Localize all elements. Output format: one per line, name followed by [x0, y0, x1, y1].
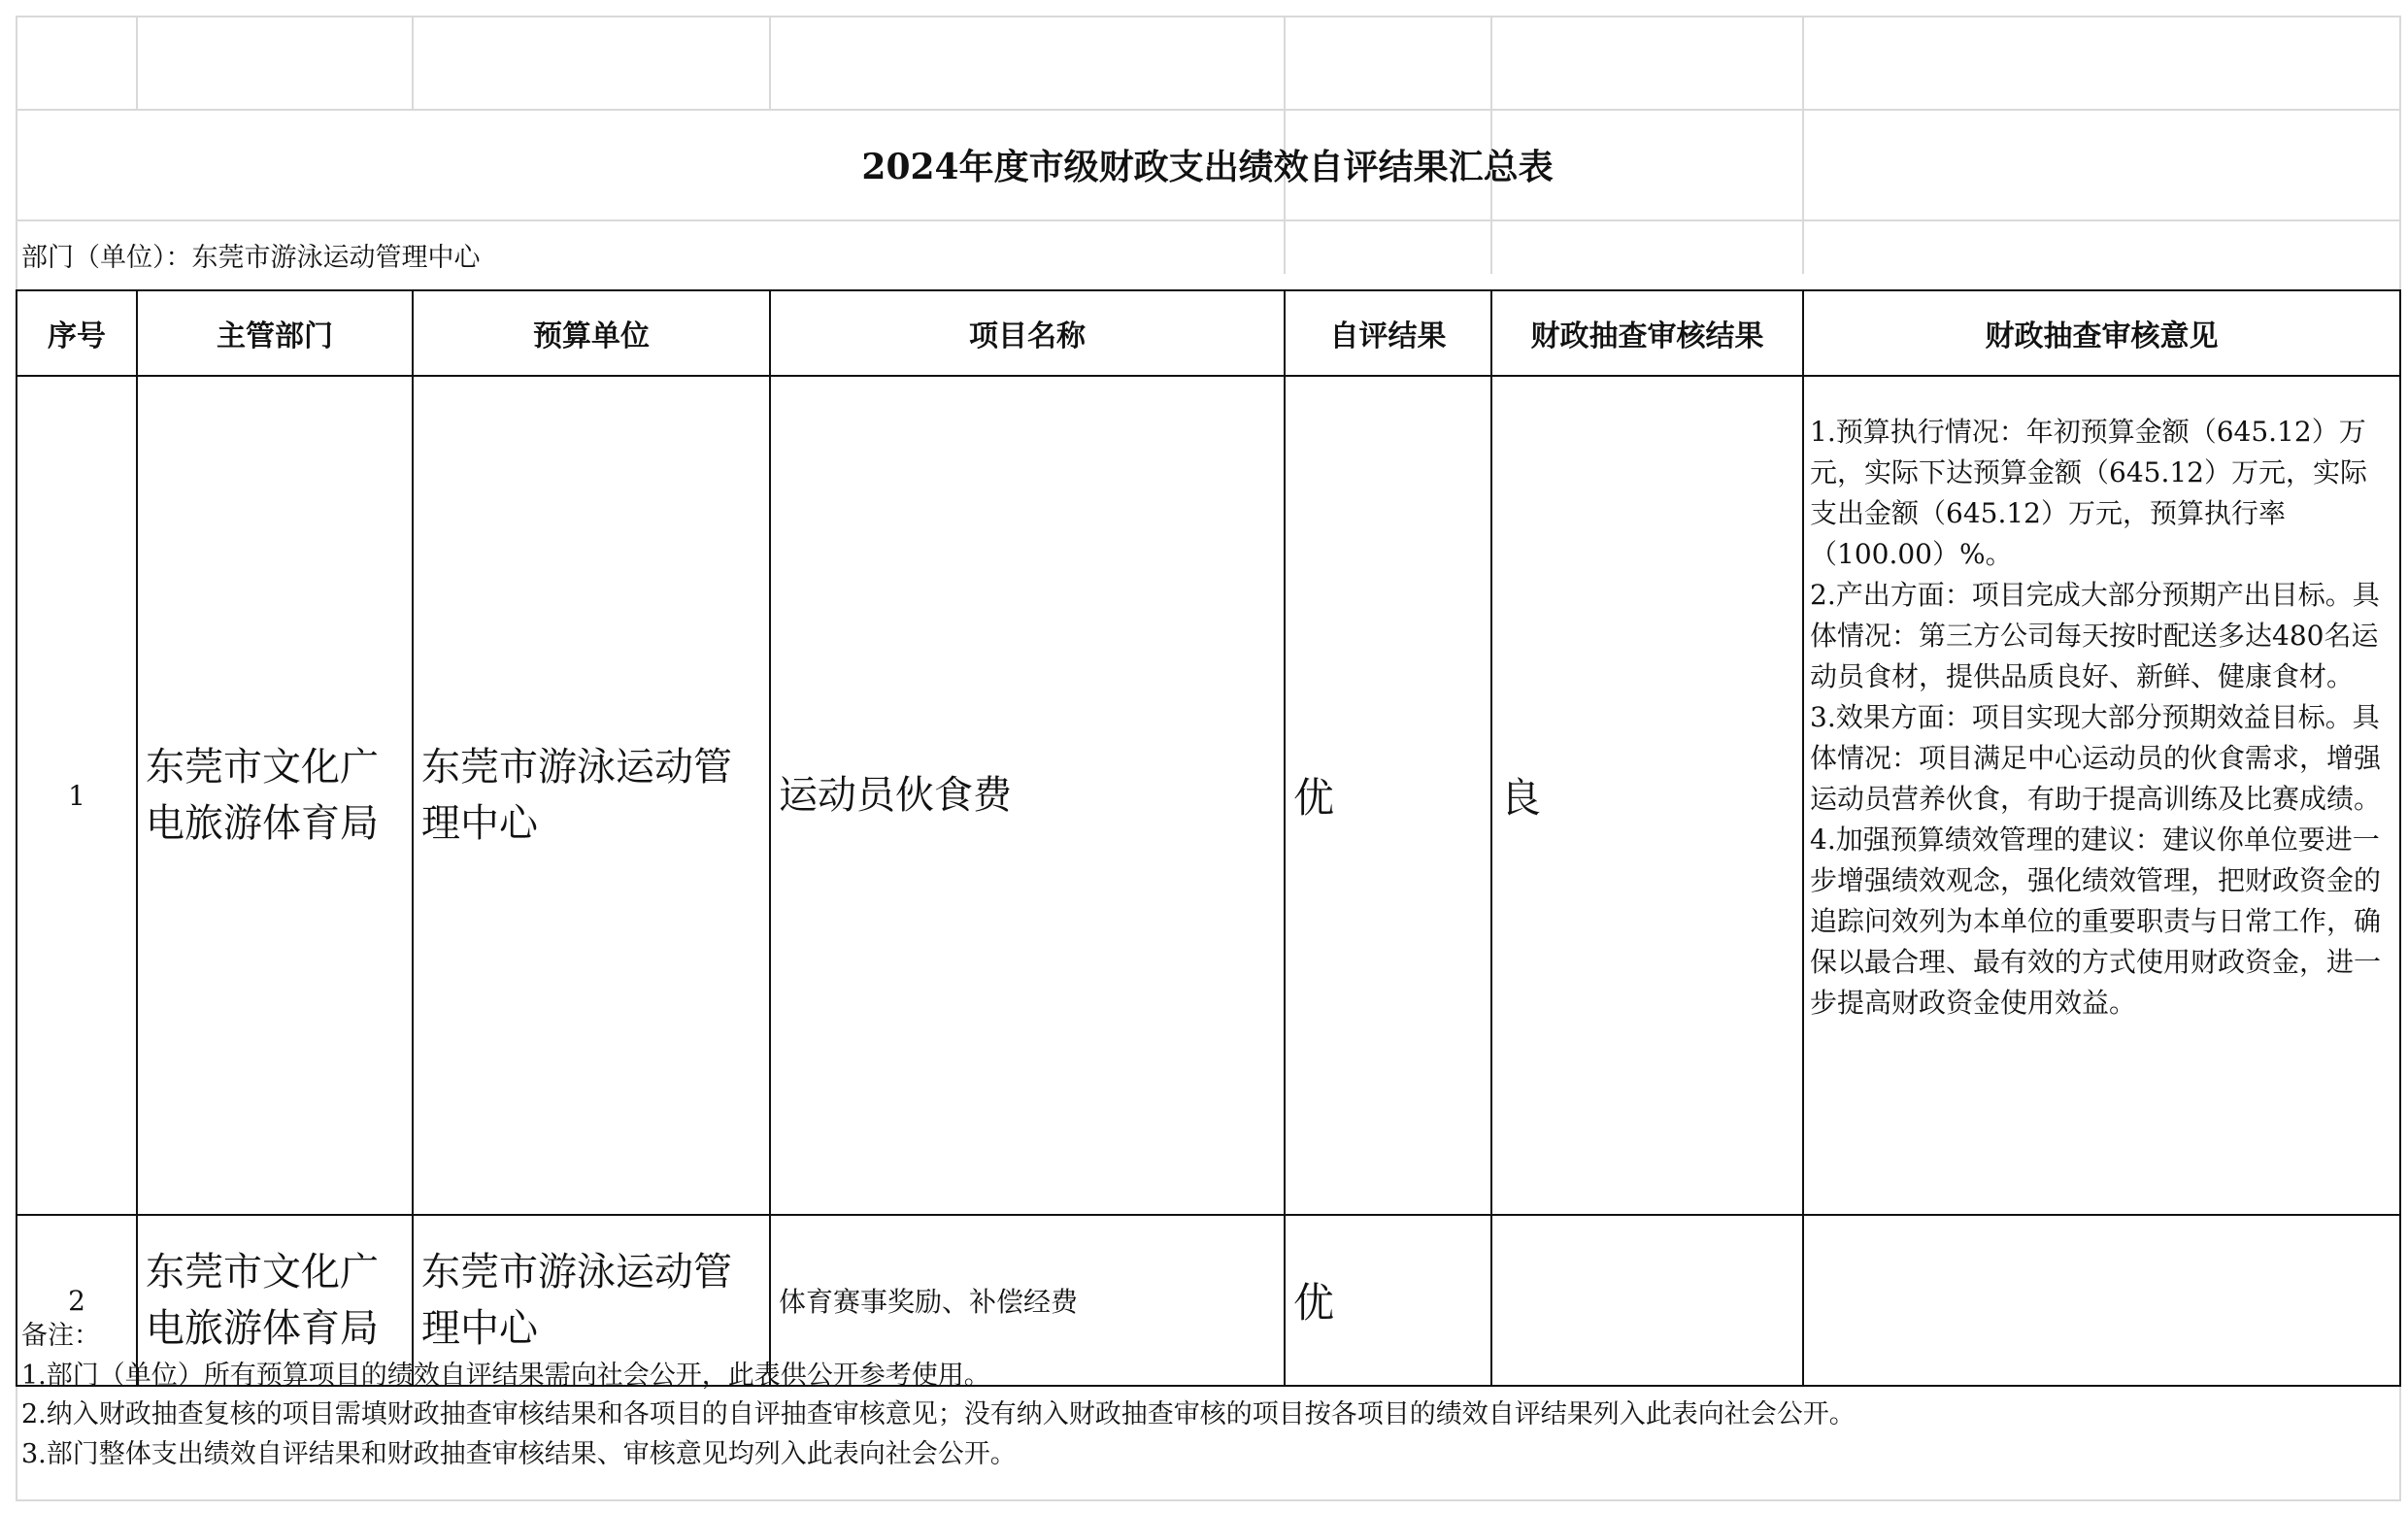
- note-item: 1.部门（单位）所有预算项目的绩效自评结果需向社会公开，此表供公开参考使用。: [21, 1360, 990, 1391]
- gridline: [412, 16, 414, 109]
- cell-project: 运动员伙食费: [770, 376, 1285, 1215]
- header-budget-unit: 预算单位: [413, 290, 770, 376]
- table-title: 2024年度市级财政支出绩效自评结果汇总表: [861, 146, 1554, 187]
- cell-self-result: 优: [1285, 376, 1491, 1215]
- cell-project: 体育赛事奖励、补偿经费: [770, 1215, 1285, 1386]
- gridline: [769, 16, 771, 109]
- notes-section: [21, 1317, 1856, 1474]
- opinion-paragraph: 2.产出方面：项目完成大部分预期产出目标。具体情况：第三方公司每天按时配送多达480名运动员食材，提供品质良好、新鲜、健康食材。: [1810, 579, 2380, 692]
- cell-index: 1: [17, 376, 137, 1215]
- cell-index: 2: [17, 1215, 137, 1386]
- summary-table: [16, 289, 2401, 1387]
- cell-opinion: [1803, 1215, 2400, 1386]
- opinion-paragraph: 4.加强预算绩效管理的建议：建议你单位要进一步增强绩效观念，强化绩效管理，把财政资金的追踪问效列为本单位的重要职责与日常工作，确保以最合理、最有效的方式使用财政资金，进一步提高财政资金使用效益。: [1810, 824, 2382, 1019]
- header-self-result: 自评结果: [1285, 290, 1491, 376]
- cell-budget-unit: 东莞市游泳运动管理中心: [413, 376, 770, 1215]
- cell-self-result: 优: [1285, 1215, 1491, 1386]
- table-header-row: [17, 290, 2400, 376]
- opinion-paragraph: 3.效果方面：项目实现大部分预期效益目标。具体情况：项目满足中心运动员的伙食需求，增强运动员营养伙食，有助于提高训练及比赛成绩。: [1810, 701, 2382, 815]
- header-project: 项目名称: [770, 290, 1285, 376]
- cell-opinion: [1803, 376, 2400, 1215]
- cell-budget-unit: 东莞市游泳运动管理中心: [413, 1215, 770, 1386]
- table-row: [17, 376, 2400, 1215]
- header-supervisor: 主管部门: [137, 290, 413, 376]
- cell-supervisor: 东莞市文化广电旅游体育局: [137, 376, 413, 1215]
- header-index: 序号: [17, 290, 137, 376]
- department-line: 部门（单位）：东莞市游泳运动管理中心: [21, 242, 481, 273]
- gridline: [136, 16, 138, 109]
- cell-audit-result: 良: [1491, 376, 1803, 1215]
- cell-supervisor: 东莞市文化广电旅游体育局: [137, 1215, 413, 1386]
- opinion-paragraph: 1.预算执行情况：年初预算金额（645.12）万元，实际下达预算金额（645.12）万元，实际支出金额（645.12）万元，预算执行率（100.00）%。: [1810, 416, 2367, 570]
- notes-label: 备注：: [21, 1321, 100, 1351]
- note-item: 3.部门整体支出绩效自评结果和财政抽查审核结果、审核意见均列入此表向社会公开。: [21, 1438, 1017, 1469]
- spreadsheet-sheet: [16, 16, 2399, 1499]
- note-item: 2.纳入财政抽查复核的项目需填财政抽查审核结果和各项目的自评抽查审核意见；没有纳入财政抽查审核的项目按各项目的绩效自评结果列入此表向社会公开。: [21, 1399, 1856, 1429]
- header-opinion: 财政抽查审核意见: [1803, 290, 2400, 376]
- header-audit-result: 财政抽查审核结果: [1491, 290, 1803, 376]
